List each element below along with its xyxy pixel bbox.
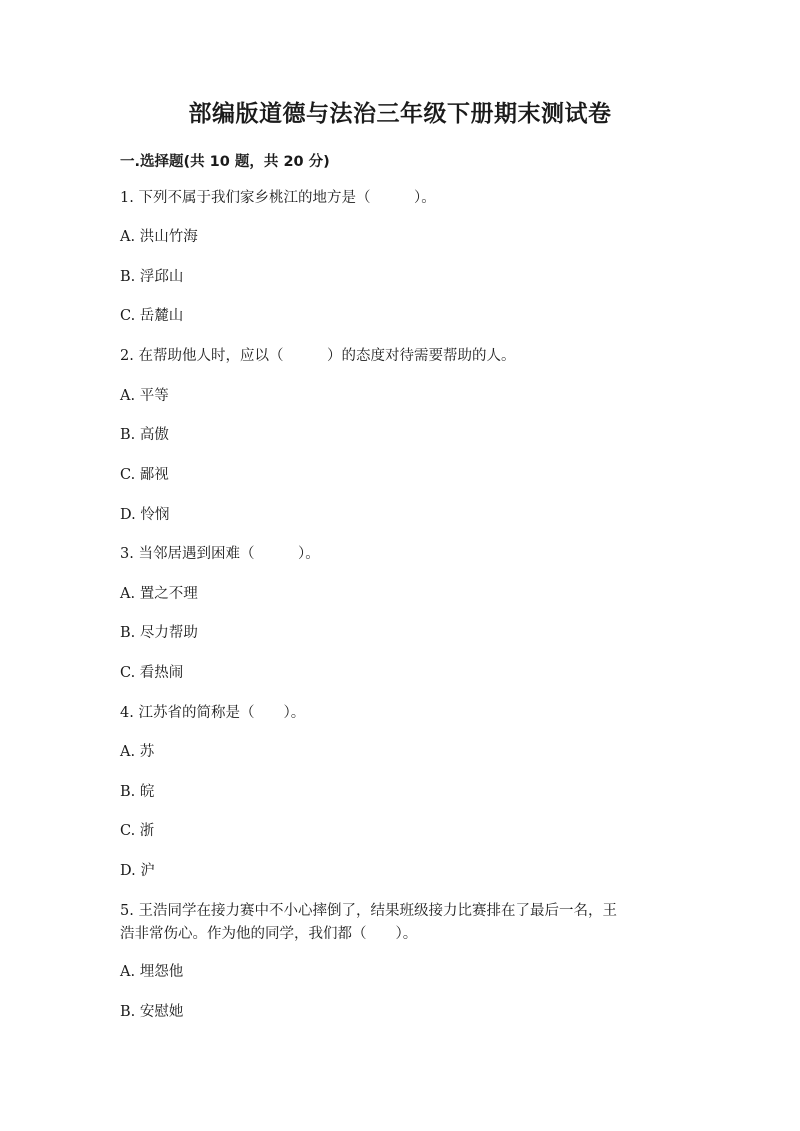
question-3-option-c: C. 看热闹 xyxy=(120,665,184,681)
question-2-option-a: A. 平等 xyxy=(120,388,169,404)
question-1-option-a: A. 洪山竹海 xyxy=(120,229,198,245)
question-5-option-b: B. 安慰她 xyxy=(120,1004,184,1020)
question-3-option-a: A. 置之不理 xyxy=(120,586,198,602)
page-title: 部编版道德与法治三年级下册期末测试卷 xyxy=(188,101,612,127)
question-2-option-d: D. 怜悯 xyxy=(120,507,170,523)
question-5-stem-line-1: 5. 王浩同学在接力赛中不小心摔倒了，结果班级接力比赛排在了最后一名，王 xyxy=(120,903,617,919)
question-2-stem: 2. 在帮助他人时，应以（ ）的态度对待需要帮助的人。 xyxy=(120,348,516,364)
question-1-option-c: C. 岳麓山 xyxy=(120,308,184,324)
question-5-option-a: A. 埋怨他 xyxy=(120,964,184,980)
question-2-option-b: B. 高傲 xyxy=(120,427,169,443)
question-3-option-b: B. 尽力帮助 xyxy=(120,625,198,641)
section-heading: 一.选择题(共 10 题，共 20 分) xyxy=(120,154,330,170)
question-4-stem: 4. 江苏省的简称是（ ）。 xyxy=(120,705,306,721)
question-3-stem: 3. 当邻居遇到困难（ ）。 xyxy=(120,546,320,562)
question-4-option-d: D. 沪 xyxy=(120,863,155,879)
question-2-option-c: C. 鄙视 xyxy=(120,467,169,483)
question-4-option-b: B. 皖 xyxy=(120,784,155,800)
question-1-option-b: B. 浮邱山 xyxy=(120,269,184,285)
question-4-option-c: C. 浙 xyxy=(120,823,155,839)
question-1-stem: 1. 下列不属于我们家乡桃江的地方是（ ）。 xyxy=(120,190,436,206)
question-4-option-a: A. 苏 xyxy=(120,744,155,760)
question-5-stem-line-2: 浩非常伤心。作为他的同学，我们都（ ）。 xyxy=(120,926,418,942)
